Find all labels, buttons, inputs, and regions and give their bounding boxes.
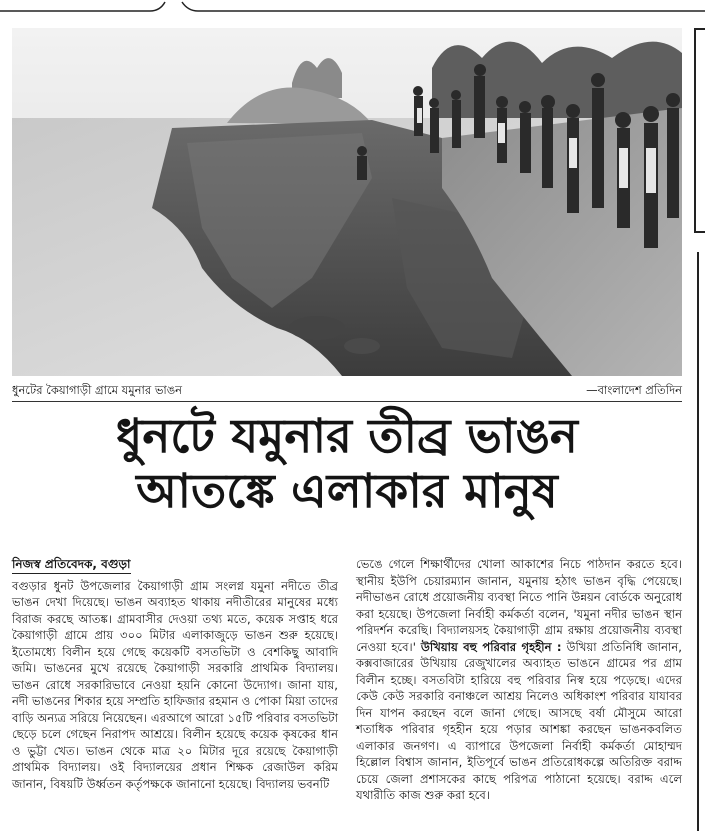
headline-line-1: ধুনটে যমুনার তীব্র ভাঙন xyxy=(115,409,578,464)
article-body-left: বগুড়ার ধুনট উপজেলার কৈয়াগাড়ী গ্রাম সংলগ্ন যমুনা নদীতে তীব্র ভাঙন দেখা দিয়েছে। ভাঙন অব্যাহত থাকায় নদীতীরের মানুষের মধ্যে বিরাজ করছে আতঙ্ক। গ্রামবাসীর দেওয়া তথ্য মতে, কয়েক সপ্তাহ ধরে কৈয়াগাড়ী গ্রামে প্রায় ৩০০ মিটার এলাকাজুড়ে ভাঙন শুরু হয়েছে। ইতোমধ্যে বিলীন হয়ে গেছে কয়েকটি বসতভিটা ও বেশকিছু আবাদি জমি। ভাঙনের মুখে রয়েছে কৈয়াগাড়ী সরকারি প্রাথমিক বিদ্যালয়। ভাঙন রোধে সরকারিভাবে নেওয়া হয়নি কোনো উদ্যোগ। জানা যায়, নদী ভাঙনের শিকার হয়ে সম্প্রতি হাফিজার রহমান ও পোকা মিয়া তাদের বাড়ি অন্যত্র সরিয়ে নিয়েছেন। এরআগে আরো ১৫টি পরিবার বসতভিটা ছেড়ে চলে গেছেন নিরাপদ আশ্রয়ে। বিলীন হয়েছে কয়েক কৃষকের ধান ও ভুট্টা খেত। ভাঙন থেকে মাত্র ২০ মিটার দূরে রয়েছে কৈয়াগাড়ী প্রাথমিক বিদ্যালয়। ওই বিদ্যালয়ের প্রধান শিক্ষক রেজাউল করিম জানান, বিষয়টি উর্ধ্বতন কর্তৃপক্ষকে জানানো হয়েছে। বিদ্যালয় ভবনটি xyxy=(12,578,338,791)
photo-caption-row xyxy=(12,380,682,400)
news-photo xyxy=(12,28,682,376)
caption-divider xyxy=(12,401,682,402)
headline-line-2: আতঙ্কে এলাকার মানুষ xyxy=(136,463,558,519)
photo-credit: —বাংলাদেশ প্রতিদিন xyxy=(586,383,682,397)
article-body-right-part-2: উখিয়া প্রতিনিধি জানান, কক্সবাজারের উখিয়ায় রেজুখালের অব্যাহত ভাঙনে গ্রামের পর গ্রাম বিলীন হচ্ছে। বসতবিটা হারিয়ে বহু পরিবার নিস্ব হয়ে পড়েছে। এদের কেউ কেউ সরকারি বনাঞ্চলে আশ্রয় নিলেও অধিকাংশ পরিবার যাযাবর দিন যাপন করছেন বলে জানা গেছে। আসছে বর্ষা মৌসুমে আরো শতাধিক পরিবার গৃহহীন হয়ে পড়ার আশঙ্কা করছেন ভাঙনকবলিত এলাকার জনগণ। এ ব্যাপারে উপজেলা নির্বাহী কর্মকর্তা মোহাম্মদ হিল্লোল বিশ্বাস জানান, ইতিপূর্বে ভাঙন প্রতিরোধকল্পে অতিরিক্ত বরাদ্দ চেয়ে জেলা প্রশাসকের কাছে পরিপত্র পাঠানো হয়েছে। বরাদ্দ এলে যথারীতি কাজ শুরু করা হবে। xyxy=(356,639,682,802)
column-divider-rule xyxy=(697,252,699,831)
byline: নিজস্ব প্রতিবেদক, বগুড়া xyxy=(12,556,131,574)
adjacent-column-border xyxy=(694,28,705,233)
subheading: উখিয়ায় বহু পরিবার গৃহহীন : xyxy=(420,639,562,654)
top-border-rule xyxy=(0,0,705,12)
photo-caption: ধুনটের কৈয়াগাড়ী গ্রামে যমুনার ভাঙন xyxy=(12,383,183,397)
article-body-right xyxy=(356,556,682,804)
article-body-right-part-1: ভেঙে গেলে শিক্ষার্থীদের খোলা আকাশের নিচে পাঠদান করতে হবে। স্থানীয় ইউপি চেয়ারম্যান জানান, যমুনায় হঠাৎ ভাঙন বৃদ্ধি পেয়েছে। নদীভাঙন রোধে প্রয়োজনীয় ব্যবস্থা নিতে পানি উন্নয়ন বোর্ডকে অনুরোধ করা হয়েছে। উপজেলা নির্বাহী কর্মকর্তা বলেন, 'যমুনা নদীর ভাঙন স্থান পরিদর্শন করেছি। বিদ্যালয়সহ কৈয়াগাড়ী গ্রাম রক্ষায় প্রয়োজনীয় ব্যবস্থা নেওয়া হবে।' xyxy=(356,557,682,654)
riverbank-erosion-photo xyxy=(12,28,682,376)
article-column-right xyxy=(356,556,682,804)
headline xyxy=(12,410,682,519)
article-column-left xyxy=(12,556,338,792)
